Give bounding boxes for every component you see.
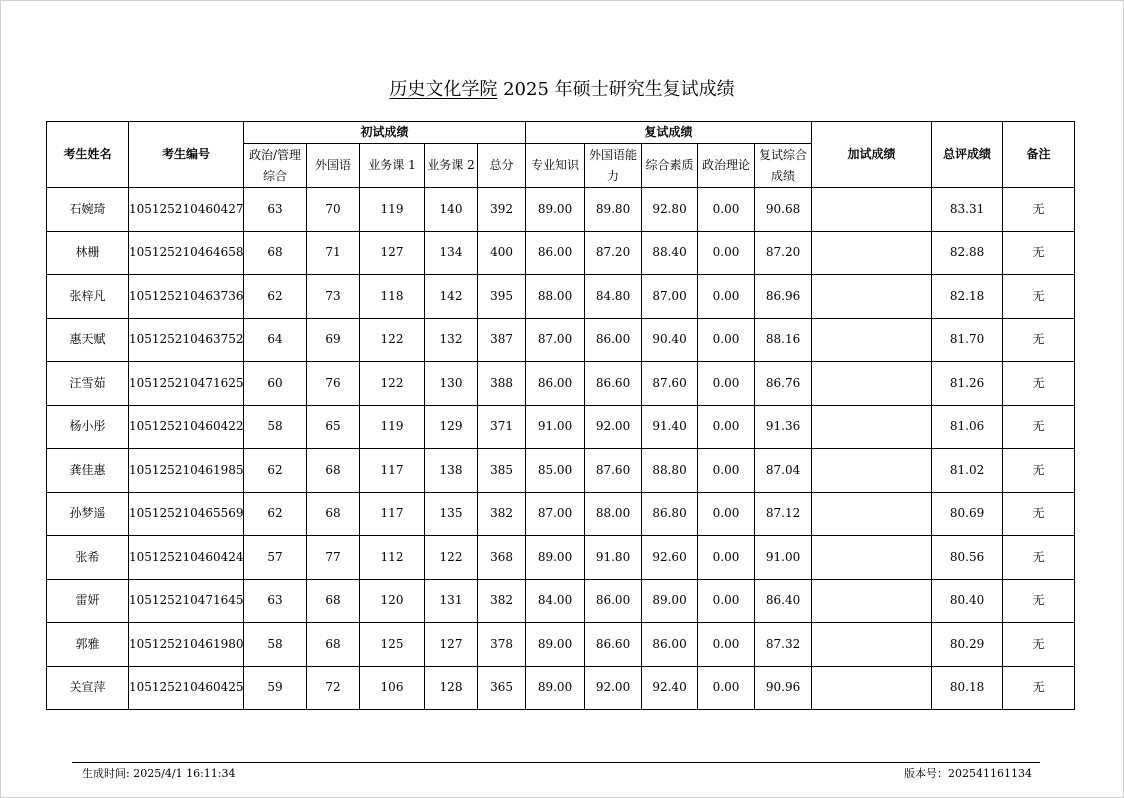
cell-retest-major: 86.00: [526, 362, 585, 406]
cell-prelim-foreign: 71: [307, 231, 360, 275]
cell-name: 惠天赋: [47, 318, 129, 362]
cell-retest-overall: 91.00: [755, 536, 812, 580]
cell-retest-major: 85.00: [526, 449, 585, 493]
cell-remark: 无: [1003, 362, 1075, 406]
cell-total: 81.02: [932, 449, 1003, 493]
cell-prelim-foreign: 76: [307, 362, 360, 406]
cell-prelim-foreign: 73: [307, 275, 360, 319]
cell-extra: [812, 318, 932, 362]
cell-prelim-politics: 58: [244, 405, 307, 449]
cell-retest-overall: 86.76: [755, 362, 812, 406]
cell-retest-foreign: 91.80: [585, 536, 642, 580]
cell-remark: 无: [1003, 318, 1075, 362]
cell-prelim-course1: 112: [360, 536, 425, 580]
cell-name: 关宣萍: [47, 666, 129, 710]
table-row: [47, 405, 1075, 449]
table-row: [47, 536, 1075, 580]
cell-extra: [812, 666, 932, 710]
table-row: [47, 623, 1075, 667]
cell-retest-quality: 92.80: [642, 188, 698, 232]
cell-retest-overall: 87.04: [755, 449, 812, 493]
header-extra: 加试成绩: [812, 122, 932, 188]
cell-prelim-politics: 62: [244, 492, 307, 536]
cell-name: 张希: [47, 536, 129, 580]
cell-prelim-course2: 140: [425, 188, 478, 232]
header-prelim-foreign: 外国语: [307, 144, 360, 188]
cell-remark: 无: [1003, 188, 1075, 232]
table-row: [47, 449, 1075, 493]
cell-retest-politics: 0.00: [698, 231, 755, 275]
header-retest-group: 复试成绩: [526, 122, 812, 144]
cell-prelim-total: 378: [478, 623, 526, 667]
cell-retest-foreign: 86.60: [585, 362, 642, 406]
table-row: [47, 362, 1075, 406]
cell-prelim-course2: 128: [425, 666, 478, 710]
title-rest: 2025 年硕士研究生复试成绩: [497, 79, 735, 100]
cell-extra: [812, 579, 932, 623]
cell-total: 81.26: [932, 362, 1003, 406]
cell-total: 80.18: [932, 666, 1003, 710]
cell-retest-politics: 0.00: [698, 666, 755, 710]
cell-prelim-total: 382: [478, 492, 526, 536]
header-retest-quality: 综合素质: [642, 144, 698, 188]
table-row: [47, 188, 1075, 232]
cell-prelim-course2: 131: [425, 579, 478, 623]
cell-prelim-politics: 62: [244, 449, 307, 493]
cell-retest-overall: 87.20: [755, 231, 812, 275]
cell-extra: [812, 405, 932, 449]
cell-prelim-politics: 60: [244, 362, 307, 406]
cell-id: 105125210465569: [129, 492, 244, 536]
cell-name: 汪雪茹: [47, 362, 129, 406]
cell-retest-politics: 0.00: [698, 623, 755, 667]
cell-name: 龚佳惠: [47, 449, 129, 493]
cell-prelim-politics: 63: [244, 579, 307, 623]
cell-id: 105125210463736: [129, 275, 244, 319]
cell-total: 83.31: [932, 188, 1003, 232]
cell-prelim-foreign: 70: [307, 188, 360, 232]
cell-prelim-foreign: 68: [307, 623, 360, 667]
cell-retest-politics: 0.00: [698, 188, 755, 232]
cell-total: 82.18: [932, 275, 1003, 319]
cell-prelim-foreign: 65: [307, 405, 360, 449]
cell-name: 孙梦遥: [47, 492, 129, 536]
cell-total: 80.40: [932, 579, 1003, 623]
cell-retest-foreign: 87.20: [585, 231, 642, 275]
cell-retest-quality: 92.40: [642, 666, 698, 710]
cell-remark: 无: [1003, 492, 1075, 536]
cell-retest-politics: 0.00: [698, 536, 755, 580]
cell-retest-major: 88.00: [526, 275, 585, 319]
cell-retest-foreign: 89.80: [585, 188, 642, 232]
cell-prelim-course2: 138: [425, 449, 478, 493]
cell-remark: 无: [1003, 449, 1075, 493]
cell-prelim-total: 382: [478, 579, 526, 623]
cell-retest-quality: 88.80: [642, 449, 698, 493]
cell-retest-overall: 90.96: [755, 666, 812, 710]
cell-prelim-course1: 117: [360, 449, 425, 493]
cell-prelim-course1: 127: [360, 231, 425, 275]
cell-retest-quality: 86.00: [642, 623, 698, 667]
cell-extra: [812, 188, 932, 232]
header-prelim-course2: 业务课 2: [425, 144, 478, 188]
cell-name: 石婉琦: [47, 188, 129, 232]
cell-prelim-total: 385: [478, 449, 526, 493]
cell-total: 80.29: [932, 623, 1003, 667]
cell-id: 105125210463752: [129, 318, 244, 362]
cell-prelim-foreign: 68: [307, 449, 360, 493]
cell-prelim-politics: 59: [244, 666, 307, 710]
cell-retest-foreign: 86.00: [585, 318, 642, 362]
cell-id: 105125210460422: [129, 405, 244, 449]
cell-remark: 无: [1003, 231, 1075, 275]
cell-id: 105125210461985: [129, 449, 244, 493]
cell-retest-major: 89.00: [526, 536, 585, 580]
cell-retest-major: 87.00: [526, 318, 585, 362]
cell-retest-quality: 86.80: [642, 492, 698, 536]
footer-divider: [72, 762, 1040, 763]
header-total: 总评成绩: [932, 122, 1003, 188]
cell-id: 105125210461980: [129, 623, 244, 667]
cell-prelim-total: 387: [478, 318, 526, 362]
cell-remark: 无: [1003, 623, 1075, 667]
cell-prelim-total: 388: [478, 362, 526, 406]
cell-name: 张梓凡: [47, 275, 129, 319]
cell-retest-overall: 87.12: [755, 492, 812, 536]
cell-remark: 无: [1003, 666, 1075, 710]
cell-extra: [812, 275, 932, 319]
cell-prelim-politics: 63: [244, 188, 307, 232]
header-id: 考生编号: [129, 122, 244, 188]
cell-id: 105125210464658: [129, 231, 244, 275]
table-row: [47, 492, 1075, 536]
cell-prelim-total: 392: [478, 188, 526, 232]
cell-prelim-course2: 130: [425, 362, 478, 406]
header-prelim-group: 初试成绩: [244, 122, 526, 144]
cell-extra: [812, 231, 932, 275]
cell-retest-major: 89.00: [526, 188, 585, 232]
cell-retest-politics: 0.00: [698, 449, 755, 493]
cell-retest-politics: 0.00: [698, 275, 755, 319]
cell-retest-major: 86.00: [526, 231, 585, 275]
cell-retest-foreign: 92.00: [585, 666, 642, 710]
cell-id: 105125210460424: [129, 536, 244, 580]
cell-retest-overall: 91.36: [755, 405, 812, 449]
cell-retest-overall: 90.68: [755, 188, 812, 232]
cell-retest-foreign: 86.00: [585, 579, 642, 623]
cell-prelim-course1: 117: [360, 492, 425, 536]
cell-retest-overall: 86.40: [755, 579, 812, 623]
cell-retest-quality: 87.00: [642, 275, 698, 319]
cell-prelim-course1: 119: [360, 188, 425, 232]
cell-prelim-course2: 129: [425, 405, 478, 449]
cell-id: 105125210460427: [129, 188, 244, 232]
cell-extra: [812, 492, 932, 536]
generated-time: 生成时间: 2025/4/1 16:11:34: [82, 767, 236, 780]
header-retest-politics: 政治理论: [698, 144, 755, 188]
cell-total: 82.88: [932, 231, 1003, 275]
cell-total: 80.56: [932, 536, 1003, 580]
cell-prelim-course1: 122: [360, 318, 425, 362]
cell-prelim-course1: 118: [360, 275, 425, 319]
cell-total: 80.69: [932, 492, 1003, 536]
cell-retest-foreign: 92.00: [585, 405, 642, 449]
cell-extra: [812, 449, 932, 493]
table-row: [47, 231, 1075, 275]
table-row: [47, 318, 1075, 362]
cell-prelim-total: 365: [478, 666, 526, 710]
cell-prelim-course2: 127: [425, 623, 478, 667]
cell-name: 杨小彤: [47, 405, 129, 449]
cell-prelim-politics: 62: [244, 275, 307, 319]
cell-id: 105125210471625: [129, 362, 244, 406]
cell-retest-quality: 88.40: [642, 231, 698, 275]
cell-retest-politics: 0.00: [698, 318, 755, 362]
cell-remark: 无: [1003, 275, 1075, 319]
cell-prelim-foreign: 72: [307, 666, 360, 710]
cell-prelim-course1: 122: [360, 362, 425, 406]
cell-extra: [812, 536, 932, 580]
title-college: 历史文化学院: [389, 79, 498, 100]
header-retest-major: 专业知识: [526, 144, 585, 188]
cell-prelim-foreign: 68: [307, 492, 360, 536]
header-remark: 备注: [1003, 122, 1075, 188]
cell-prelim-foreign: 68: [307, 579, 360, 623]
cell-retest-quality: 91.40: [642, 405, 698, 449]
cell-retest-overall: 86.96: [755, 275, 812, 319]
cell-prelim-foreign: 69: [307, 318, 360, 362]
cell-remark: 无: [1003, 405, 1075, 449]
cell-retest-quality: 92.60: [642, 536, 698, 580]
cell-prelim-politics: 64: [244, 318, 307, 362]
header-prelim-politics: 政治/管理综合: [244, 144, 307, 188]
table-row: [47, 275, 1075, 319]
cell-prelim-course1: 120: [360, 579, 425, 623]
header-prelim-course1: 业务课 1: [360, 144, 425, 188]
cell-prelim-politics: 68: [244, 231, 307, 275]
header-retest-overall: 复试综合成绩: [755, 144, 812, 188]
page-title: [0, 78, 1124, 102]
cell-extra: [812, 623, 932, 667]
cell-id: 105125210471645: [129, 579, 244, 623]
cell-total: 81.06: [932, 405, 1003, 449]
cell-retest-foreign: 86.60: [585, 623, 642, 667]
cell-prelim-total: 395: [478, 275, 526, 319]
cell-retest-major: 84.00: [526, 579, 585, 623]
cell-prelim-course1: 125: [360, 623, 425, 667]
cell-extra: [812, 362, 932, 406]
cell-prelim-course1: 106: [360, 666, 425, 710]
cell-retest-overall: 88.16: [755, 318, 812, 362]
cell-retest-major: 89.00: [526, 623, 585, 667]
header-retest-foreign: 外国语能力: [585, 144, 642, 188]
cell-id: 105125210460425: [129, 666, 244, 710]
cell-retest-foreign: 84.80: [585, 275, 642, 319]
cell-retest-major: 91.00: [526, 405, 585, 449]
cell-name: 郭雅: [47, 623, 129, 667]
cell-prelim-course1: 119: [360, 405, 425, 449]
cell-prelim-politics: 57: [244, 536, 307, 580]
header-prelim-total: 总分: [478, 144, 526, 188]
cell-retest-politics: 0.00: [698, 362, 755, 406]
cell-prelim-politics: 58: [244, 623, 307, 667]
cell-prelim-total: 400: [478, 231, 526, 275]
cell-retest-politics: 0.00: [698, 492, 755, 536]
cell-retest-overall: 87.32: [755, 623, 812, 667]
table-row: [47, 579, 1075, 623]
cell-retest-quality: 90.40: [642, 318, 698, 362]
cell-prelim-foreign: 77: [307, 536, 360, 580]
cell-prelim-total: 371: [478, 405, 526, 449]
version-number: 版本号：202541161134: [904, 767, 1032, 780]
cell-total: 81.70: [932, 318, 1003, 362]
cell-retest-politics: 0.00: [698, 405, 755, 449]
score-table: [46, 121, 1075, 710]
cell-prelim-course2: 122: [425, 536, 478, 580]
cell-retest-major: 87.00: [526, 492, 585, 536]
cell-retest-quality: 89.00: [642, 579, 698, 623]
cell-retest-foreign: 88.00: [585, 492, 642, 536]
cell-name: 雷妍: [47, 579, 129, 623]
cell-prelim-course2: 142: [425, 275, 478, 319]
cell-remark: 无: [1003, 579, 1075, 623]
cell-retest-politics: 0.00: [698, 579, 755, 623]
cell-retest-major: 89.00: [526, 666, 585, 710]
cell-retest-quality: 87.60: [642, 362, 698, 406]
table-row: [47, 666, 1075, 710]
cell-remark: 无: [1003, 536, 1075, 580]
cell-prelim-course2: 134: [425, 231, 478, 275]
header-name: 考生姓名: [47, 122, 129, 188]
cell-name: 林栅: [47, 231, 129, 275]
cell-retest-foreign: 87.60: [585, 449, 642, 493]
cell-prelim-course2: 135: [425, 492, 478, 536]
cell-prelim-total: 368: [478, 536, 526, 580]
cell-prelim-course2: 132: [425, 318, 478, 362]
